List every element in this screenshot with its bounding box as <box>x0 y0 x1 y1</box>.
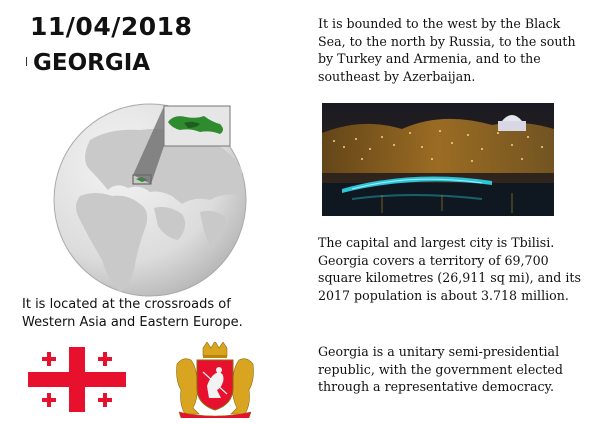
globe-map-icon <box>50 100 250 300</box>
tbilisi-night-photo <box>322 103 554 216</box>
capital-paragraph: The capital and largest city is Tbilisi. Georgia covers a territory of 69,700 square kilometres (26,911 sq mi), and its 2017 population is about 3.718 million. <box>318 235 581 303</box>
date-heading: 11/04/2018 <box>30 12 193 41</box>
country-title: GEORGIA <box>33 50 151 76</box>
borders-paragraph: It is bounded to the west by the Black Sea, to the north by Russia, to the south by Turkey and Armenia, and to the southeast by Azerbaijan. <box>318 16 576 84</box>
location-caption: It is located at the crossroads of Western Asia and Eastern Europe. <box>22 297 243 330</box>
text-cursor-mark <box>26 57 27 66</box>
coat-of-arms-icon <box>173 342 257 418</box>
government-paragraph: Georgia is a unitary semi-presidential republic, with the government elected through a representative democracy. <box>318 344 563 395</box>
georgia-flag-icon <box>28 347 126 412</box>
